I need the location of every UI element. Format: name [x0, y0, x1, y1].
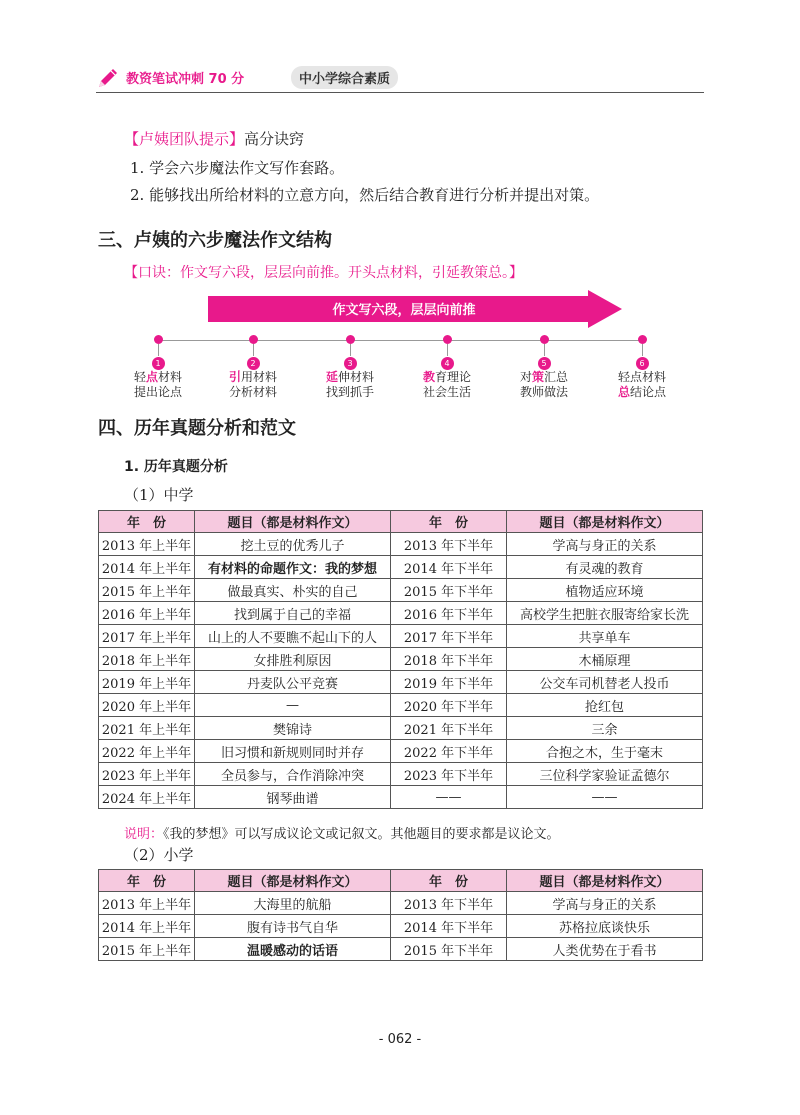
- sub-heading-exam-analysis: 1. 历年真题分析: [124, 459, 228, 475]
- topic-cell: 全员参与，合作消除冲突: [195, 763, 391, 786]
- year-cell: 2022 年上半年: [99, 740, 195, 763]
- step-line-2: 分析材料: [228, 385, 277, 399]
- topic-cell: 植物适应环境: [507, 579, 703, 602]
- tips-heading: [124, 128, 304, 149]
- year-cell: 2018 年上半年: [99, 648, 195, 671]
- step-dot: [638, 335, 647, 344]
- year-cell: 2015 年下半年: [391, 938, 507, 961]
- topic-cell: 钢琴曲谱: [195, 786, 391, 809]
- year-cell: 2014 年上半年: [99, 556, 195, 579]
- step-number: 1: [152, 357, 165, 370]
- book-title: 教资笔试冲刺 70 分: [126, 72, 245, 87]
- section-3-heading: 三、卢姨的六步魔法作文结构: [98, 230, 332, 251]
- year-cell: 2015 年上半年: [99, 938, 195, 961]
- tip-item-1: 1. 学会六步魔法作文写作套路。: [130, 159, 345, 177]
- tips-bracket-label: 【卢姨团队提示】: [124, 130, 245, 148]
- table-row: [99, 602, 703, 625]
- middle-school-label: （1）中学: [124, 486, 194, 504]
- step-connector: [253, 344, 254, 356]
- year-cell: 2019 年上半年: [99, 671, 195, 694]
- year-cell: ——: [391, 786, 507, 809]
- year-cell: 2022 年下半年: [391, 740, 507, 763]
- year-cell: 2021 年上半年: [99, 717, 195, 740]
- page-number: - 062 -: [378, 1032, 422, 1047]
- step-line-1: 轻点材料: [133, 370, 183, 384]
- topic-cell: 大海里的航船: [195, 892, 391, 915]
- year-cell: 2024 年上半年: [99, 786, 195, 809]
- year-cell: 2017 年下半年: [391, 625, 507, 648]
- year-cell: 2023 年上半年: [99, 763, 195, 786]
- topic-cell: 做最真实、朴实的自己: [195, 579, 391, 602]
- step-dot: [346, 335, 355, 344]
- book-badge: 中小学综合素质: [291, 66, 398, 89]
- step-5: [499, 335, 589, 400]
- table-row: [99, 740, 703, 763]
- year-cell: 2013 年下半年: [391, 533, 507, 556]
- year-cell: 2016 年下半年: [391, 602, 507, 625]
- topic-cell: 女排胜利原因: [195, 648, 391, 671]
- step-2: [208, 335, 298, 400]
- topic-cell: —: [195, 694, 391, 717]
- year-cell: 2017 年上半年: [99, 625, 195, 648]
- table-row: [99, 648, 703, 671]
- topic-cell: ——: [507, 786, 703, 809]
- step-number: 6: [636, 357, 649, 370]
- step-number: 3: [344, 357, 357, 370]
- column-header: 年 份: [99, 511, 195, 533]
- table-row: [99, 763, 703, 786]
- step-line-1: 轻点材料: [617, 370, 666, 384]
- table-row: [99, 915, 703, 938]
- year-cell: 2016 年上半年: [99, 602, 195, 625]
- step-dot: [154, 335, 163, 344]
- topic-cell: 共享单车: [507, 625, 703, 648]
- step-line-2: 提出论点: [133, 385, 182, 399]
- note-text: 《我的梦想》可以写成议论文或记叙文。其他题目的要求都是议论文。: [163, 827, 560, 842]
- tip-item-2: 2. 能够找出所给材料的立意方向，然后结合教育进行分析并提出对策。: [130, 186, 600, 204]
- primary-school-label: （2）小学: [124, 846, 194, 864]
- topic-cell: 有材料的命题作文：我的梦想: [195, 556, 391, 579]
- topic-cell: 丹麦队公平竞赛: [195, 671, 391, 694]
- table-row: [99, 694, 703, 717]
- section-4-heading: 四、历年真题分析和范文: [98, 418, 296, 439]
- arrow-label: 作文写六段，层层向前推: [332, 303, 476, 318]
- table-row: [99, 556, 703, 579]
- progress-arrow: [208, 290, 628, 328]
- column-header: 题目（都是材料作文）: [507, 870, 703, 892]
- year-cell: 2013 年下半年: [391, 892, 507, 915]
- topic-cell: 合抱之木，生于毫末: [507, 740, 703, 763]
- step-dot: [540, 335, 549, 344]
- header-divider: [96, 92, 704, 93]
- step-number: 5: [538, 357, 551, 370]
- year-cell: 2014 年下半年: [391, 556, 507, 579]
- topic-cell: 挖土豆的优秀儿子: [195, 533, 391, 556]
- step-connector: [447, 344, 448, 356]
- table-row: [99, 717, 703, 740]
- topic-cell: 人类优势在于看书: [507, 938, 703, 961]
- table-note: [124, 823, 560, 842]
- step-connector: [350, 344, 351, 356]
- formula-mnemonic: 【口诀：作文写六段，层层向前推。开头点材料，引延教策总。】: [124, 265, 523, 281]
- column-header: 题目（都是材料作文）: [195, 511, 391, 533]
- step-number: 4: [441, 357, 454, 370]
- year-cell: 2013 年上半年: [99, 533, 195, 556]
- year-cell: 2021 年下半年: [391, 717, 507, 740]
- year-cell: 2020 年上半年: [99, 694, 195, 717]
- year-cell: 2015 年上半年: [99, 579, 195, 602]
- step-line-2: 教师做法: [519, 385, 568, 399]
- table-row: [99, 892, 703, 915]
- page-header: [96, 66, 704, 92]
- year-cell: 2023 年下半年: [391, 763, 507, 786]
- step-line-1: 引用材料: [228, 370, 278, 384]
- note-label: 说明：: [124, 827, 164, 842]
- table-row: [99, 579, 703, 602]
- table-row: [99, 533, 703, 556]
- year-cell: 2018 年下半年: [391, 648, 507, 671]
- middle-school-table: [98, 510, 703, 809]
- primary-school-table: [98, 869, 703, 961]
- topic-cell: 旧习惯和新规则同时并存: [195, 740, 391, 763]
- column-header: 题目（都是材料作文）: [507, 511, 703, 533]
- step-connector: [544, 344, 545, 356]
- topic-cell: 学高与身正的关系: [507, 533, 703, 556]
- topic-cell: 抢红包: [507, 694, 703, 717]
- table-header-row: [99, 511, 703, 533]
- step-connector: [642, 344, 643, 356]
- step-line-2: 社会生活: [422, 385, 471, 399]
- year-cell: 2019 年下半年: [391, 671, 507, 694]
- topic-cell: 腹有诗书气自华: [195, 915, 391, 938]
- topic-cell: 有灵魂的教育: [507, 556, 703, 579]
- topic-cell: 苏格拉底谈快乐: [507, 915, 703, 938]
- step-dot: [249, 335, 258, 344]
- topic-cell: 高校学生把脏衣服寄给家长洗: [507, 602, 703, 625]
- table-row: [99, 786, 703, 809]
- column-header: 年 份: [391, 870, 507, 892]
- year-cell: 2014 年下半年: [391, 915, 507, 938]
- step-connector: [158, 344, 159, 356]
- year-cell: 2015 年下半年: [391, 579, 507, 602]
- topic-cell: 木桶原理: [507, 648, 703, 671]
- topic-cell: 找到属于自己的幸福: [195, 602, 391, 625]
- step-line-2: 找到抓手: [325, 385, 374, 399]
- column-header: 年 份: [99, 870, 195, 892]
- pencil-icon: [96, 66, 120, 90]
- step-dot: [443, 335, 452, 344]
- topic-cell: 学高与身正的关系: [507, 892, 703, 915]
- step-number: 2: [247, 357, 260, 370]
- table-row: [99, 938, 703, 961]
- step-line-1: 延伸材料: [325, 370, 375, 384]
- table-header-row: [99, 870, 703, 892]
- topic-cell: 三位科学家验证孟德尔: [507, 763, 703, 786]
- year-cell: 2020 年下半年: [391, 694, 507, 717]
- year-cell: 2013 年上半年: [99, 892, 195, 915]
- step-line-1: 教育理论: [422, 370, 472, 384]
- column-header: 年 份: [391, 511, 507, 533]
- topic-cell: 樊锦诗: [195, 717, 391, 740]
- step-line-1: 对策汇总: [519, 370, 569, 384]
- column-header: 题目（都是材料作文）: [195, 870, 391, 892]
- tips-title: 高分诀窍: [244, 130, 305, 148]
- table-row: [99, 625, 703, 648]
- topic-cell: 山上的人不要瞧不起山下的人: [195, 625, 391, 648]
- topic-cell: 公交车司机替老人投币: [507, 671, 703, 694]
- year-cell: 2014 年上半年: [99, 915, 195, 938]
- topic-cell: 温暖感动的话语: [195, 938, 391, 961]
- step-6: [597, 335, 687, 400]
- step-3: [305, 335, 395, 400]
- table-row: [99, 671, 703, 694]
- topic-cell: 三余: [507, 717, 703, 740]
- step-1: [113, 335, 203, 400]
- step-4: [402, 335, 492, 400]
- step-line-2: 总结论点: [617, 385, 667, 399]
